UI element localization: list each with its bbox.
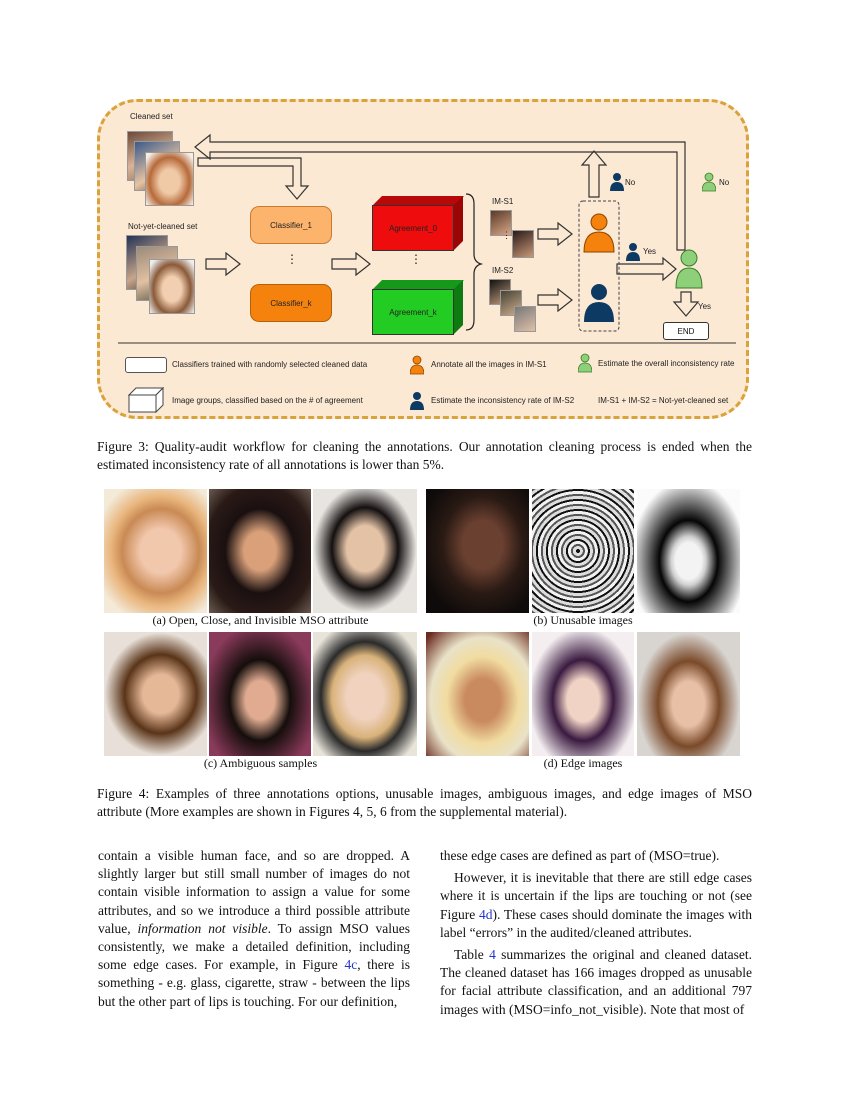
legend-classifiers-text: Classifiers trained with randomly selected cleaned data	[172, 360, 368, 369]
end-box	[663, 322, 709, 340]
orange-person-icon	[582, 212, 616, 254]
photo-edge-1	[426, 632, 529, 756]
right-text-part: However, it is inevitable that there are still edge cases where it is uncertain if the lips are touching or not (see Figure	[440, 870, 752, 922]
subcaption-a: (a) Open, Close, and Invisible MSO attribute	[152, 613, 369, 627]
ims2-label: IM-S2	[492, 266, 514, 275]
photo-ambiguous-cigarette	[209, 632, 311, 756]
figure-4d-link[interactable]: 4d	[479, 906, 493, 922]
subcaption-c: (c) Ambiguous samples	[203, 756, 318, 770]
end-label: END	[677, 326, 695, 336]
navy-person-legend-icon	[410, 391, 424, 411]
classifier-k-label: Classifier_k	[270, 298, 312, 308]
right-text-part: summarizes the original and cleaned dataset. The cleaned dataset has 166 images dropped as unusable for facial attribute classification, and an additional 797 images with (MSO=info_not_visible). Note that most of	[440, 947, 753, 1017]
legend-classifier-swatch	[125, 357, 167, 373]
navy-person-small-icon	[610, 172, 624, 192]
vertical-dots: ⋮	[502, 230, 511, 240]
right-paragraph-2	[440, 869, 752, 942]
photo-edge-2	[532, 632, 634, 756]
photo-open-mouth	[104, 489, 207, 613]
table-4-link[interactable]: 4	[489, 947, 496, 963]
not-yet-cleaned-set-label: Not-yet-cleaned set	[128, 222, 198, 231]
legend-image-groups-text: Image groups, classified based on the # of agreement	[172, 396, 363, 405]
figure-3-caption: Figure 3: Quality-audit workflow for cleaning the annotations. Our annotation cleaning process is ended when the estimated inconsistency rate of all annotations is lower than 5%.	[97, 439, 752, 472]
agreement-k-label: Agreement_k	[389, 307, 437, 317]
agreement-k-cube	[372, 280, 466, 336]
classifier-k-box	[250, 284, 332, 322]
photo-unusable-2	[532, 489, 634, 613]
agreement-0-cube	[372, 196, 466, 252]
photo-invisible-mouth	[313, 489, 417, 613]
left-text-part: . To assign MSO values consistently, we make a detailed definition, including some edge cases. For example, in Figure	[98, 920, 410, 973]
photo-closed-mouth	[209, 489, 311, 613]
ims1-label: IM-S1	[492, 197, 514, 206]
right-paragraph-3	[440, 946, 752, 1019]
photo-ambiguous-glass	[104, 632, 207, 756]
legend-cube-icon	[128, 387, 164, 413]
subcaption-b: (b) Unusable images	[533, 613, 633, 627]
yes-label: Yes	[698, 302, 712, 311]
left-text-italic: information not visible	[137, 920, 268, 936]
no-label: No	[625, 178, 636, 187]
left-paragraph	[98, 847, 410, 1011]
figure-4-caption: Figure 4: Examples of three annotations options, unusable images, ambiguous images, and edge images of MSO attribute (More examples are shown in Figures 4, 5, 6 from the supplemental material).	[97, 786, 752, 819]
yes-label: Yes	[643, 247, 657, 256]
green-person-small-icon	[702, 172, 716, 192]
right-column	[440, 847, 752, 1019]
no-label: No	[719, 178, 730, 187]
photo-unusable-3	[637, 489, 740, 613]
orange-person-legend-icon	[410, 355, 424, 375]
photo-ambiguous-straw	[313, 632, 417, 756]
navy-person-small-icon	[626, 242, 640, 262]
ims1-image	[512, 230, 534, 258]
photo-unusable-1	[426, 489, 529, 613]
right-text-part: Table	[454, 947, 490, 963]
classifier-1-box	[250, 206, 332, 244]
navy-person-icon	[582, 282, 616, 324]
vertical-dots: ⋮	[286, 252, 298, 266]
classifier-1-label: Classifier_1	[270, 220, 312, 230]
subcaption-d: (d) Edge images	[543, 756, 623, 770]
figure-3-workflow-diagram	[97, 99, 749, 419]
flow-arrows	[100, 102, 752, 422]
ims2-image	[514, 306, 536, 332]
left-text-part: contain a visible human face, and so are dropped. A slightly larger but still small number of images do not contain visible information to assign a value for some attributes, and so we introduce a third possible attribute value,	[98, 848, 410, 936]
left-text-part: , there is something - e.g. glass, cigarette, straw - between the lips but the other part of lips is touching. For our definition,	[98, 957, 410, 1009]
right-paragraph-1: these edge cases are defined as part of (MSO=true).	[440, 848, 720, 863]
right-text-part: ). These cases should dominate the images with label “errors” in the audited/cleaned attributes.	[440, 906, 752, 940]
left-column	[98, 847, 410, 1011]
cleaned-set-label: Cleaned set	[130, 112, 173, 121]
agreement-0-label: Agreement_0	[388, 223, 438, 233]
legend-estimate-ims2-text: Estimate the inconsistency rate of IM-S2	[431, 396, 575, 405]
vertical-dots: ⋮	[410, 252, 422, 266]
figure-4c-link[interactable]: 4c	[344, 957, 358, 973]
legend-estimate-overall-text: Estimate the overall inconsistency rate	[598, 359, 735, 368]
green-person-icon	[675, 248, 703, 290]
photo-edge-3	[637, 632, 740, 756]
green-person-legend-icon	[578, 353, 592, 373]
legend-annotate-text: Annotate all the images in IM-S1	[431, 360, 547, 369]
legend-equation-text: IM-S1 + IM-S2 = Not-yet-cleaned set	[598, 396, 729, 405]
